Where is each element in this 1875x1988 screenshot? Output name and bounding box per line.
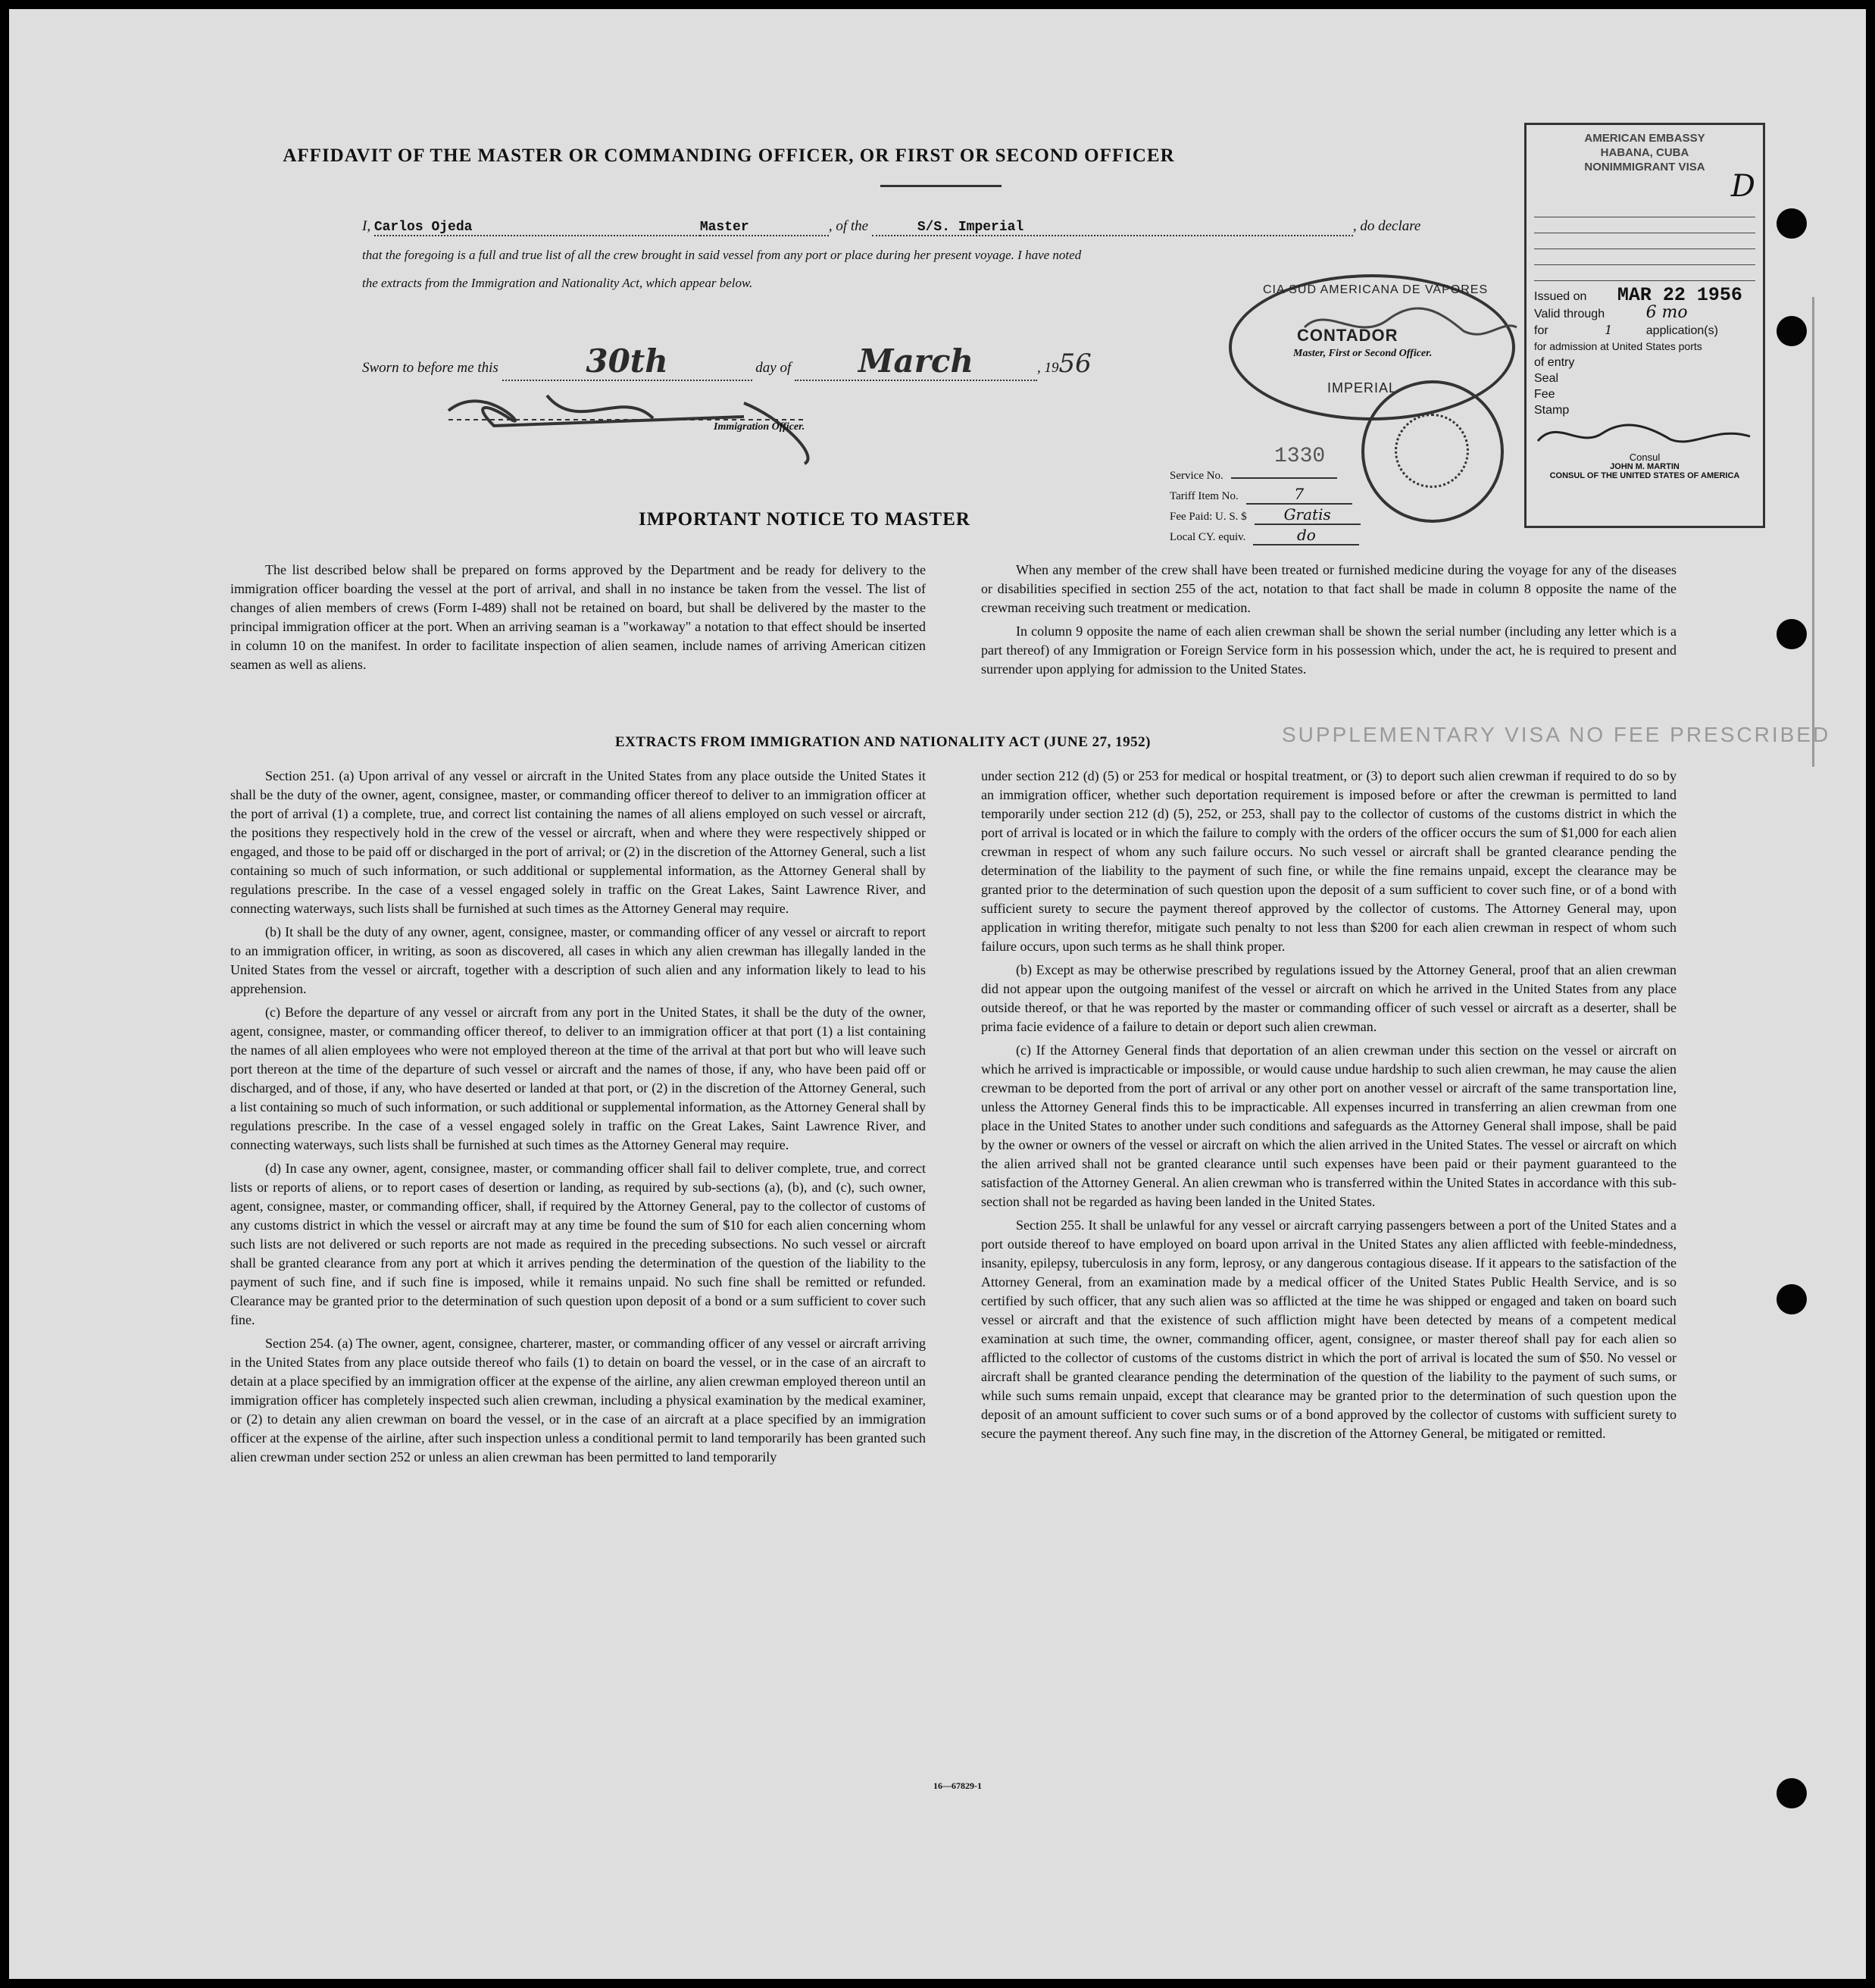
fee-value: Gratis	[1255, 505, 1361, 525]
punch-hole	[1777, 316, 1807, 346]
affidavit-title: AFFIDAVIT OF THE MASTER OR COMMANDING OFFICER, OR FIRST OR SECOND OFFICER	[283, 145, 1175, 166]
extracts-right-column: under section 212 (d) (5) or 253 for medical or hospital treatment, or (3) to deport such alien crewman if required to do so by an immigration officer, whether such deportation requirement is imposed before or after the crewman is permitted to land temporarily under section 212 (d) (5), 252, or 253, shall pay to the collector of customs of the customs district in which the port of arrival is located or in which the failure to comply with the orders of the officer occurs the sum of $1,000 for each alien crewman in respect of whom any such failure occurs. No such vessel or aircraft shall be granted clearance pending the determination of the liability to the payment of such fine, or while the fine remains unpaid, except the clearance may be granted prior to the determination of such question upon the deposit of a sum sufficient to cover such fine, or of a bond with sufficient surety to secure the payment thereof approved by the collector of customs. The Attorney General may, upon application in writing therefor, mitigate such penalty to not less than $200 for each alien crewman in respect of whom such failure occurs, upon such terms as he shall think proper. (b) Except as may be otherwise prescribed by regulations issued by the Attorney General, proof that an alien crewman did not appear upon the outgoing manifest of the vessel or aircraft on which he arrived in the United States from any place outside thereof, or that he was reported by the master or commanding officer of such vessel or aircraft as a deserter, shall be prima facie evidence of a failure to detain or deport such alien crewman. (c) If the Attorney General finds that deportation of an alien crewman under this section on the vessel or aircraft on which he arrived is impracticable or impossible, or would cause undue hardship to such alien crewman, he may cause the alien crewman to be deported from the port of arrival or any other port on another vessel or aircraft of the same transportation line, unless the Attorney General finds this to be impracticable. All expenses incurred in transferring an alien crewman from one place in the United States to another under such conditions and safeguards as the Attorney General shall impose, shall be paid by the owner or owners of the vessel or aircraft on which the alien arrived in the United States. The vessel or aircraft on which the alien arrived shall not be granted clearance until such expenses have been paid or their payment guaranteed to the satisfaction of the Attorney General. An alien crewman who is transferred within the United States in accordance with this sub-section shall not be regarded as having been landed in the United States. Section 255. It shall be unlawful for any vessel or aircraft carrying passengers between a port of the United States and a port outside thereof to have employed on board upon arrival in the United States any alien afflicted with feeble-mindedness, insanity, epilepsy, tuberculosis in any form, leprosy, or any dangerous contagious disease. If it appears to the satisfaction of the Attorney General, from an examination made by a medical officer of the United States Public Health Service, and is so certified by such officer, that any such alien was so afflicted at the time he was shipped or engaged and taken on board such vessel or aircraft and that the existence of such affliction might have been detected by means of a competent medical examination at such time, the owner, commanding officer, agent, consignee, or master thereof shall pay for each alien so afflicted to the collector of customs of the customs district in which the port of arrival is located the sum of $50. No vessel or aircraft shall be granted clearance pending the determination of the question of the liability to the payment of such sums, or while such sums remain unpaid, except that clearance may be granted prior to the determination of such question upon the deposit of an amount sufficient to cover such sums or of a bond approved by the collector of customs with sufficient surety to secure the payment thereof. Any such fine may, in the discretion of the Attorney General, be mitigated or remitted.	[981, 768, 1677, 1441]
declaration-line-1: I, Carlos Ojeda Master , of the S/S. Imperial , do declare	[362, 218, 1421, 235]
company-stamp-bottom: IMPERIAL	[1327, 380, 1398, 395]
company-stamp-top: CIA SUD AMERICANA DE VAPORES	[1263, 283, 1489, 296]
notice-right-column: When any member of the crew shall have been treated or furnished medicine during the voyage for any of the diseases or disabilities specified in section 255 of the act, notation to that fact shall be made in column 8 opposite the name of the crewman receiving such treatment or medication. In column 9 opposite the name of each alien crewman shall be shown the serial number (including any letter which is a part thereof) of any Immigration or Foreign Service form in his possession which, under the act, he is required to present and surrender upon applying for admission to the United States.	[981, 562, 1677, 677]
sworn-day: 30th	[502, 342, 752, 381]
company-stamp-middle: CONTADOR	[1297, 326, 1398, 345]
consul-name: JOHN M. MARTIN	[1610, 462, 1680, 471]
declaration-line-3: the extracts from the Immigration and Nationality Act, which appear below.	[362, 276, 753, 290]
document-page	[9, 9, 1866, 1979]
tariff-value: 7	[1246, 485, 1352, 505]
punch-hole	[1777, 619, 1807, 649]
vessel-name: S/S. Imperial	[872, 220, 1353, 236]
service-number-stamp: 1330	[1274, 445, 1326, 468]
form-code: 16—67829-1	[933, 1780, 982, 1791]
service-block: Service No. Tariff Item No. 7 Fee Paid: U. S. $ Gratis Local CY. equiv. do	[1170, 467, 1361, 546]
margin-stamp-edge	[1812, 297, 1845, 767]
visa-class: D	[1730, 169, 1755, 204]
title-rule	[880, 185, 1002, 187]
local-value: do	[1253, 526, 1359, 545]
punch-hole	[1777, 208, 1807, 239]
extracts-left-column: Section 251. (a) Upon arrival of any vessel or aircraft in the United States from any place outside the United States it shall be the duty of the owner, agent, consignee, master, or commanding officer thereof to deliver to an immigration officer at the port of arrival (1) a complete, true, and correct list containing the names of all aliens employed on such vessel or aircraft, the positions they respectively hold in the crew of the vessel or aircraft, when and where they were respectively shipped or engaged, and those to be paid off or discharged in the port of arrival; or (2) in the discretion of the Attorney General, such a list containing so much of such information, or such additional or supplemental information, as the Attorney General shall by regulations prescribe. In the case of a vessel engaged solely in traffic on the Great Lakes, Saint Lawrence River, and connecting waterways, such lists shall be furnished at such times as the Attorney General may require. (b) It shall be the duty of any owner, agent, consignee, master, or commanding officer of any vessel or aircraft to report to an immigration officer, in writing, as soon as discovered, all cases in which any alien crewman has illegally landed in the United States from the vessel or aircraft, together with a description of such alien and any information likely to lead to his apprehension. (c) Before the departure of any vessel or aircraft from any port in the United States, it shall be the duty of the owner, agent, consignee, master, or commanding officer thereof, to deliver to an immigration officer at that port (1) a list containing the names of all alien employees who were not employed thereon at the time of the arrival at that port but who will leave such port thereon at the time of the departure of such vessel or aircraft and the names of those, if any, who have been paid off or discharged, and of those, if any, who have deserted or landed at that port, or (2) in the discretion of the Attorney General, such a list containing so much of such information, or such additional or supplemental information, as the Attorney General shall by regulations prescribe. In the case of a vessel engaged solely in traffic on the Great Lakes, Saint Lawrence River, and connecting waterways, such lists shall be furnished at such times as the Attorney General may require. (d) In case any owner, agent, consignee, master, or commanding officer shall fail to deliver complete, true, and correct lists or reports of aliens, or to report cases of desertion or landing, as required by sub-sections (a), (b), and (c), such owner, agent, consignee, master, or commanding officer, shall, if required by the Attorney General, pay to the collector of customs of any customs district in which the vessel or aircraft may at any time be found the sum of $10 for each alien concerning whom such lists are not delivered or such reports are not made as required in the preceding subsections. No such vessel or aircraft shall be granted clearance from any port at which it arrives pending the determination of the question of the liability to the payment of such fine, and if such fine is imposed, while it remains unpaid. No such fine shall be remitted or refunded. Clearance may be granted prior to the determination of such question upon deposit of a bond or a sum sufficient to cover such fine. Section 254. (a) The owner, agent, consignee, charterer, master, or commanding officer of any vessel or aircraft arriving in the United States from any place outside thereof who fails (1) to detain on board the vessel, or in the case of an aircraft to detain at a place specified by an immigration officer at the expense of the airline, any alien crewman employed thereon until an immigration officer has completely inspected such alien crewman, including a physical examination by the medical examiner, or (2) to detain any alien crewman on board the vessel, or in the case of an aircraft at a place specified by an immigration officer at the expense of the airline, after such inspection unless a conditional permit to land temporarily has been granted such alien crewman under section 252 or unless an alien crewman has been permitted to land temporarily	[230, 768, 926, 1464]
issued-date: MAR 22 1956	[1617, 284, 1742, 306]
notice-title: IMPORTANT NOTICE TO MASTER	[639, 509, 970, 530]
supplementary-visa-stamp: SUPPLEMENTARY VISA NO FEE PRESCRIBED	[1282, 723, 1831, 746]
consular-seal	[1361, 380, 1504, 523]
seal-inner	[1395, 414, 1469, 488]
master-signature	[1297, 297, 1524, 350]
sworn-line: Sworn to before me this 30th day of March , 1956	[362, 342, 1092, 380]
consul-signature	[1534, 418, 1754, 449]
declaration-line-2: that the foregoing is a full and true list of all the crew brought in said vessel from any port or place during her present voyage. I have noted	[362, 248, 1082, 262]
punch-hole	[1777, 1778, 1807, 1808]
immigration-officer-caption: Immigration Officer.	[714, 421, 805, 433]
extracts-title: EXTRACTS FROM IMMIGRATION AND NATIONALITY ACT (JUNE 27, 1952)	[615, 734, 1151, 750]
immigration-officer-signature	[426, 373, 880, 479]
master-caption: Master, First or Second Officer.	[1293, 348, 1433, 359]
notice-left-column: The list described below shall be prepared on forms approved by the Department and be ready for delivery to the immigration officer boarding the vessel at the port of arrival, and shall in no instance be taken from the vessel. The list of changes of alien members of crews (Form I-489) shall not be retained on board, but shall be delivered by the master to the principal immigration officer at the port. When an arriving seaman is a "workaway" a notation to that effect should be inserted in column 10 on the manifest. In order to facilitate inspection of alien seamen, include names of arriving American citizen seamen as well as aliens.	[230, 562, 926, 672]
embassy-visa-stamp: AMERICAN EMBASSY HABANA, CUBA NONIMMIGRANT VISA D Issued on MAR 22 1956 Valid through 6 mo for 1 application(s) for admission at United States ports of entry Seal Fee Stamp Consul JOHN M. MARTIN CONSUL OF THE UNITED STATES OF AMERICA	[1524, 123, 1765, 528]
punch-hole	[1777, 1284, 1807, 1314]
sworn-month: March	[795, 342, 1037, 381]
valid-value: 6 mo	[1645, 303, 1688, 322]
sworn-year: 56	[1058, 349, 1092, 379]
master-rank: Master	[700, 220, 829, 236]
master-name: Carlos Ojeda	[374, 220, 700, 236]
